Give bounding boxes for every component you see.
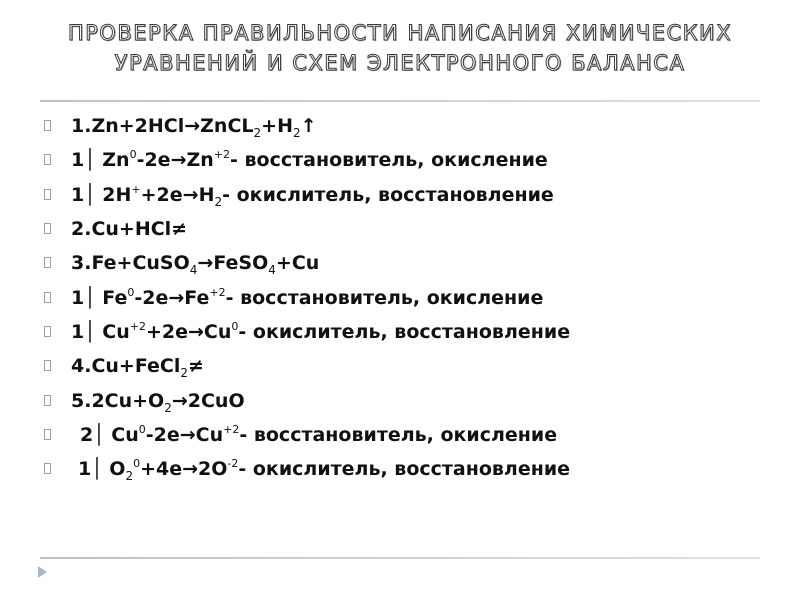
list-item-equation-3 (44, 246, 774, 280)
bullet-icon (44, 292, 51, 303)
title-line-1: ПРОВЕРКА ПРАВИЛЬНОСТИ НАПИСАНИЯ ХИМИЧЕСКИХ (67, 21, 733, 45)
list-item-balance-1a (44, 143, 774, 177)
bottom-divider (40, 557, 760, 559)
equation-text: 4.Cu+FeCl$_2$≠ (71, 355, 204, 381)
bullet-icon (44, 395, 51, 406)
balance-text: 1│ $Cu^{+2}+2e\to Cu^0-$ окислитель, восстановление (71, 319, 571, 343)
bullet-icon (44, 120, 51, 131)
balance-text: 1│ $Fe^0-2e\to Fe^{+2}-$ восстановитель, окисление (71, 285, 544, 309)
bullet-icon (44, 429, 51, 440)
balance-text: 1│ $2H^++2e\to H_2-$ окислитель, восстановление (71, 182, 554, 209)
slide-title (60, 18, 740, 78)
title-line-2: УРАВНЕНИЙ И СХЕМ ЭЛЕКТРОННОГО БАЛАНСА (114, 51, 686, 75)
bullet-icon (44, 326, 51, 337)
balance-text: 1│ $O_2^0+4e\to 2O^{-2}-$ окислитель, восстановление (78, 457, 571, 484)
equation-list (44, 109, 774, 486)
list-item-equation-2 (44, 212, 774, 246)
bullet-icon (44, 463, 51, 474)
top-divider (40, 100, 760, 102)
list-item-balance-3a (44, 280, 774, 314)
equation-text: $5.2Cu+O_2\to 2CuO$ (71, 389, 245, 415)
list-item-balance-5a (44, 418, 774, 452)
bullet-icon (44, 189, 51, 200)
triangle-arrow-icon (38, 566, 47, 578)
equation-text: 2.Cu+HCl≠ (71, 218, 188, 241)
equation-text: $1.Zn+2HCl\to ZnCL_2+H_2↑$ (71, 115, 317, 141)
list-item-balance-1b (44, 178, 774, 212)
balance-text: 1│ $Zn^0-2e\to Zn^{+2}-$ восстановитель, окисление (71, 148, 548, 172)
bullet-icon (44, 360, 51, 371)
list-item-balance-5b (44, 452, 774, 486)
balance-text: 2│ $Cu^0-2e\to Cu^{+2}-$ восстановитель, окисление (80, 422, 558, 446)
bullet-icon (44, 257, 51, 268)
list-item-equation-1 (44, 109, 774, 143)
equation-text: 3.Fe+CuSO$_4$→FeSO$_4$+Cu (71, 252, 320, 278)
list-item-equation-4 (44, 349, 774, 383)
bullet-icon (44, 223, 51, 234)
list-item-equation-5 (44, 383, 774, 417)
bullet-icon (44, 154, 51, 165)
list-item-balance-3b (44, 315, 774, 349)
